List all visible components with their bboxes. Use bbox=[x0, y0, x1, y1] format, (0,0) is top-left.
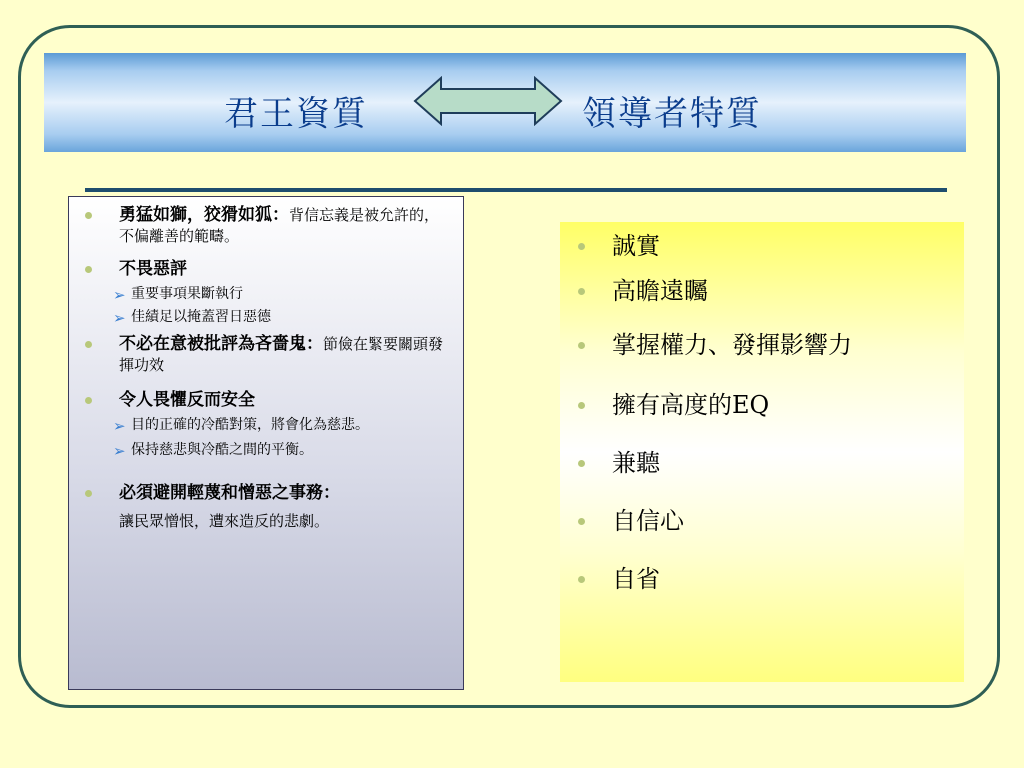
left-item-5 bbox=[83, 479, 449, 535]
bullet-dot-icon bbox=[85, 266, 92, 273]
title-left: 君王資質 bbox=[224, 94, 368, 134]
chevron-right-icon: ➢ bbox=[113, 286, 126, 304]
bullet-dot-icon bbox=[578, 402, 585, 409]
title-right: 領導者特質 bbox=[582, 94, 762, 134]
left-item-4-sub-2 bbox=[83, 440, 449, 461]
left-item-1-text: 背信忘義是被允許的，不偏離善的範疇。 bbox=[119, 206, 440, 245]
bullet-dot-icon bbox=[578, 460, 585, 467]
bullet-dot-icon bbox=[578, 576, 585, 583]
chevron-right-icon: ➢ bbox=[113, 309, 126, 327]
bullet-dot-icon bbox=[578, 288, 585, 295]
chevron-right-icon: ➢ bbox=[113, 442, 126, 460]
left-item-4-sub-2-text: 保持慈悲與冷酷之間的平衡。 bbox=[131, 442, 313, 458]
right-item-6 bbox=[578, 506, 684, 536]
right-item-6-text: 自信心 bbox=[612, 507, 684, 535]
left-panel bbox=[68, 196, 464, 690]
bullet-dot-icon bbox=[85, 397, 92, 404]
bullet-dot-icon bbox=[578, 518, 585, 525]
left-item-2-sub-2-text: 佳績足以掩蓋習日惡德 bbox=[131, 309, 271, 325]
bullet-dot-icon bbox=[85, 212, 92, 219]
left-item-4 bbox=[83, 390, 449, 411]
right-item-5 bbox=[578, 448, 660, 478]
right-item-1-text: 誠實 bbox=[612, 232, 660, 260]
left-item-1-bold: 勇猛如獅，狡猾如狐： bbox=[119, 205, 289, 225]
right-item-5-text: 兼聽 bbox=[612, 449, 660, 477]
right-item-1 bbox=[578, 231, 660, 261]
left-item-2-sub-1 bbox=[83, 284, 449, 305]
left-item-4-sub-1-text: 目的正確的冷酷對策，將會化為慈悲。 bbox=[131, 417, 369, 433]
bullet-dot-icon bbox=[578, 243, 585, 250]
left-item-3-text: 節儉在緊要關頭發揮功效 bbox=[119, 335, 444, 374]
right-item-7-text: 自省 bbox=[612, 565, 660, 593]
double-arrow-icon bbox=[413, 76, 563, 126]
left-item-2 bbox=[83, 259, 449, 280]
right-item-4-text: 擁有高度的EQ bbox=[612, 391, 770, 419]
right-item-3-text: 掌握權力、發揮影響力 bbox=[612, 331, 852, 359]
left-item-5-bold: 必須避開輕蔑和憎惡之事務： bbox=[119, 483, 340, 503]
left-item-2-bold: 不畏惡評 bbox=[119, 259, 187, 279]
left-item-4-sub-1 bbox=[83, 415, 449, 436]
right-item-2-text: 高瞻遠矚 bbox=[612, 277, 708, 305]
bullet-dot-icon bbox=[85, 341, 92, 348]
left-item-2-sub-1-text: 重要事項果斷執行 bbox=[131, 286, 243, 302]
left-item-4-bold: 令人畏懼反而安全 bbox=[119, 390, 255, 410]
right-item-2 bbox=[578, 276, 708, 306]
right-item-7 bbox=[578, 564, 660, 594]
left-item-3-bold: 不必在意被批評為吝嗇鬼： bbox=[119, 334, 323, 354]
left-item-5-text: 讓民眾憎恨，遭來造反的悲劇。 bbox=[119, 512, 330, 530]
left-item-1 bbox=[83, 205, 449, 247]
right-item-4 bbox=[578, 390, 769, 420]
left-item-2-sub-2 bbox=[83, 307, 449, 328]
divider-rule bbox=[85, 188, 947, 192]
chevron-right-icon: ➢ bbox=[113, 417, 126, 435]
right-item-3 bbox=[578, 330, 852, 360]
bullet-dot-icon bbox=[85, 490, 92, 497]
left-item-3 bbox=[83, 334, 449, 376]
right-panel bbox=[560, 222, 964, 682]
bullet-dot-icon bbox=[578, 342, 585, 349]
